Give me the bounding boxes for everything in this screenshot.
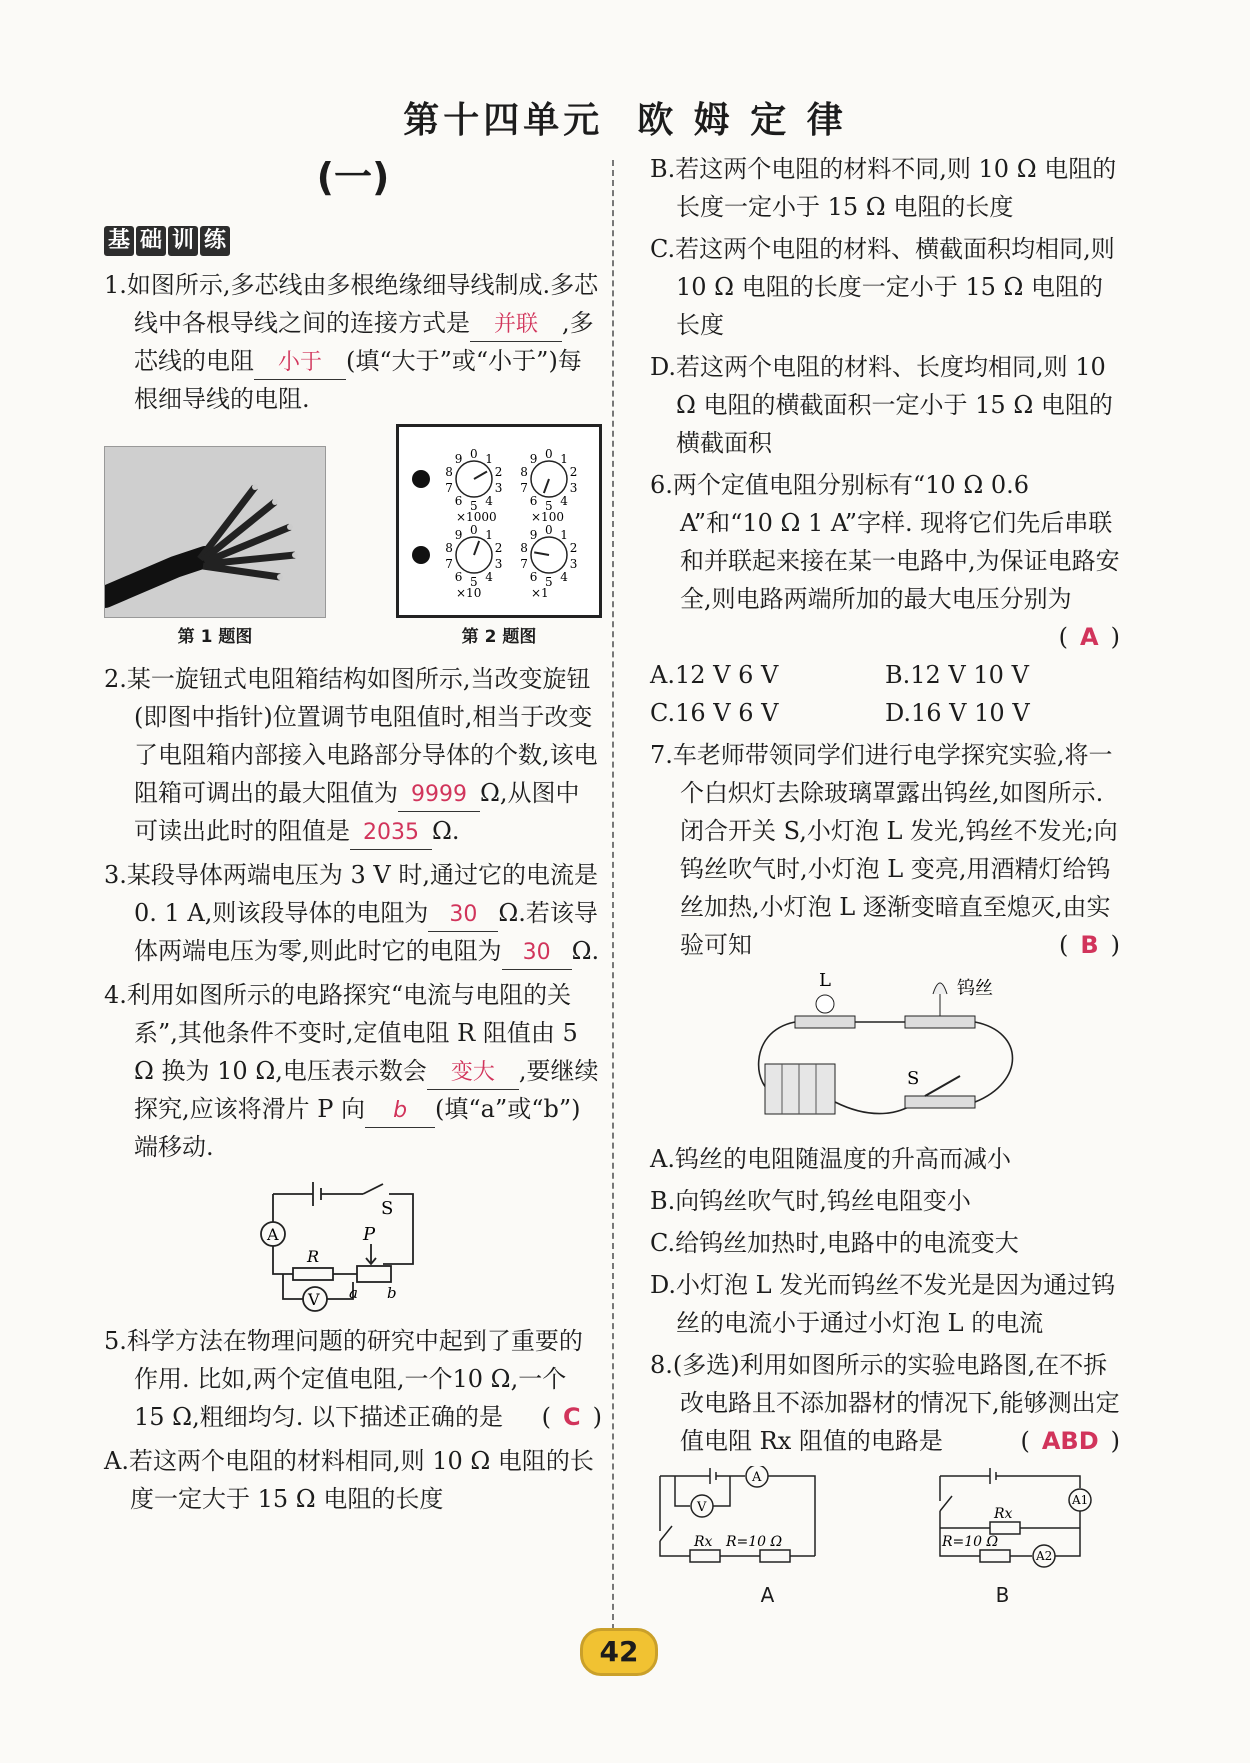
dial-digit: 5 — [545, 575, 553, 589]
dial — [520, 447, 577, 524]
dial-digit: 3 — [494, 557, 503, 572]
dial-digit: 9 — [529, 527, 538, 542]
r-label: R=10 Ω — [942, 1534, 999, 1550]
q1-text: ,多芯线的电阻 — [134, 309, 594, 375]
ammeter-label: A — [752, 1470, 762, 1485]
dial-digit: 9 — [454, 451, 463, 466]
dial-digit: 1 — [560, 527, 568, 542]
q4-text: ,要继续探究,应该将滑片 P 向 — [134, 1057, 599, 1123]
q5-option-a: A.若这两个电阻的材料相同,则 10 Ω 电阻的长度一定大于 15 Ω 电阻的长度 — [104, 1447, 594, 1513]
q5-option-b: B.若这两个电阻的材料不同,则 10 Ω 电阻的长度一定小于 15 Ω 电阻的长度 — [650, 155, 1117, 221]
dial-digit: 2 — [494, 464, 503, 479]
q2-text: Ω. — [432, 817, 460, 845]
caption-b: B — [995, 1583, 1010, 1607]
figure-1-caption: 第 1 题图 — [177, 627, 253, 647]
dial-pointer — [544, 479, 549, 493]
dial-digit: 8 — [520, 540, 528, 555]
dial — [445, 447, 502, 524]
voltmeter-label: V — [697, 1500, 707, 1515]
dial-digit: 7 — [445, 481, 453, 496]
dial-digit: 1 — [485, 527, 493, 542]
dial-digit: 7 — [520, 481, 528, 496]
q7-option-c: C.给钨丝加热时,电路中的电流变大 — [650, 1229, 1019, 1257]
end-a-label: a — [349, 1284, 358, 1302]
q8-circuits — [650, 1466, 1120, 1576]
dial-digit: 5 — [470, 575, 478, 589]
q6-option-d: D.16 V 10 V — [885, 699, 1030, 727]
figure-2 — [396, 424, 602, 656]
dial-multiplier: ×1 — [531, 586, 549, 600]
dial-digit: 6 — [529, 494, 538, 509]
dial-digit: 7 — [520, 557, 528, 572]
badge-char: 练 — [200, 226, 230, 256]
q1-answer-2[interactable]: 小于 — [254, 347, 346, 380]
q2-answer-2[interactable]: 2035 — [350, 817, 432, 850]
dial-digit: 2 — [569, 464, 578, 479]
terminal-knob — [412, 546, 430, 564]
section-heading: (一) — [316, 155, 390, 199]
q6-option-b: B.12 V 10 V — [885, 661, 1029, 689]
q7-option-a: A.钨丝的电阻随温度的升高而减小 — [650, 1145, 1011, 1173]
q4-answer-2[interactable]: b — [365, 1095, 435, 1128]
q3-text: Ω.若该导体两端电压为零,则此时它的电阻为 — [134, 899, 598, 965]
unit-number: 第十四单元 — [403, 100, 604, 141]
dial-pointer — [474, 472, 487, 480]
caption-a: A — [760, 1583, 775, 1607]
terminal-knob — [412, 470, 430, 488]
ammeter-1-label: A1 — [1072, 1493, 1089, 1507]
q3-text: 3.某段导体两端电压为 3 V 时,通过它的电流是 0. 1 A,则该段导体的电阻为 — [104, 861, 599, 927]
q3-answer-2[interactable]: 30 — [502, 937, 572, 970]
ammeter-label: A — [267, 1225, 279, 1244]
q5-answer[interactable]: C — [563, 1403, 581, 1431]
dial-digit: 9 — [454, 527, 463, 542]
dial-digit: 4 — [560, 570, 568, 585]
resistance-box-diagram — [396, 424, 602, 618]
ammeter-2-label: A2 — [1036, 1549, 1053, 1563]
q2-answer-1[interactable]: 9999 — [398, 779, 480, 812]
dial-digit: 4 — [485, 570, 493, 585]
multicore-wire-photo — [104, 446, 326, 618]
dial-digit: 2 — [494, 540, 503, 555]
basic-training-badge — [104, 220, 232, 258]
dial-digit: 1 — [485, 451, 493, 466]
dial-digit: 4 — [560, 494, 568, 509]
question-5 — [104, 1322, 602, 1436]
figure-1 — [104, 446, 326, 656]
rx-label: Rx — [994, 1506, 1013, 1522]
figure-2-caption: 第 2 题图 — [461, 627, 537, 647]
dial-digit: 5 — [545, 499, 553, 513]
badge-char: 础 — [136, 226, 166, 256]
q4-text: 4.利用如图所示的电路探究“电流与电阻的关系”,其他条件不变时,定值电阻 R 阻值由 5 Ω 换为 10 Ω,电压表示数会 — [104, 981, 578, 1085]
q6-options-row-2 — [650, 694, 1120, 732]
q8-circuit-b — [920, 1466, 1120, 1576]
page-number: 42 — [580, 1628, 658, 1676]
q7-experiment-diagram — [650, 972, 1120, 1132]
q8-text: 8.(多选)利用如图所示的实验电路图,在不拆改电路且不添加器材的情况下,能够测出定值电阻 Rx 阻值的电路是 — [650, 1351, 1120, 1455]
dial-multiplier: ×100 — [531, 510, 564, 524]
q7-text: 7.车老师带领同学们进行电学探究实验,将一个白炽灯去除玻璃罩露出钨丝,如图所示. 闭合开关 S,小灯泡 L 发光,钨丝不发光;向钨丝吹气时,小灯泡 L 变亮,用酒精灯给钨丝加热,小灯泡 L 逐渐变暗直至熄灭,由实验可知 — [650, 741, 1118, 959]
q1-text: (填“大于”或“小于”)每根细导线的电阻. — [134, 347, 582, 413]
r-label: R=10 Ω — [726, 1534, 783, 1550]
q8-circuit-a — [650, 1466, 850, 1576]
column-divider — [612, 160, 614, 1640]
badge-char: 训 — [168, 226, 198, 256]
dial-digit: 8 — [445, 540, 453, 555]
tungsten-label: 钨丝 — [957, 978, 993, 999]
end-b-label: b — [387, 1284, 397, 1302]
dial-digit: 6 — [529, 570, 538, 585]
dial-pointer — [534, 552, 549, 555]
q2-text: 2.某一旋钮式电阻箱结构如图所示,当改变旋钮(即图中指针)位置调节电阻值时,相当于改变了电阻箱内部接入电路部分导体的个数,该电阻箱可调出的最大阻值为 — [104, 665, 598, 807]
dial-digit: 5 — [470, 499, 478, 513]
q1-answer-1[interactable]: 并联 — [470, 309, 562, 342]
q1-text: 1.如图所示,多芯线由多根绝缘细导线制成.多芯线中各根导线之间的连接方式是 — [104, 271, 599, 337]
dial-multiplier: ×10 — [456, 586, 482, 600]
question-6 — [650, 466, 1120, 651]
dial-digit: 0 — [470, 523, 478, 537]
q6-options-row-1 — [650, 656, 1120, 694]
dial-digit: 0 — [470, 447, 478, 461]
right-column — [650, 150, 1120, 1614]
switch-label: S — [381, 1198, 394, 1219]
q7-option-d: D.小灯泡 L 发光而钨丝不发光是因为通过钨丝的电流小于通过小灯泡 L 的电流 — [650, 1271, 1116, 1337]
switch-label: S — [907, 1068, 920, 1089]
q4-circuit-diagram — [104, 1174, 602, 1314]
dial-digit: 0 — [545, 447, 553, 461]
dial — [445, 523, 502, 600]
dial-digit: 3 — [494, 481, 503, 496]
bulb-label: L — [819, 972, 831, 991]
q6-option-a: A.12 V 6 V — [650, 661, 779, 689]
q2-text: Ω,从图中可读出此时的阻值是 — [134, 779, 580, 845]
dial-digit: 0 — [545, 523, 553, 537]
voltmeter-label: V — [308, 1290, 320, 1309]
question-3 — [104, 856, 602, 970]
resistor-label: R — [307, 1247, 320, 1266]
q8-answer[interactable]: ABD — [1041, 1427, 1099, 1455]
question-8 — [650, 1346, 1120, 1460]
dial-digit: 2 — [569, 540, 578, 555]
dial-digit: 8 — [520, 464, 528, 479]
q7-answer-paren: ( B ) — [1059, 926, 1120, 964]
q5-answer-paren: ( C ) — [542, 1398, 602, 1436]
dial-digit: 3 — [569, 557, 578, 572]
dial-digit: 6 — [454, 570, 463, 585]
unit-title — [0, 92, 1250, 143]
q6-option-c: C.16 V 6 V — [650, 699, 779, 727]
q8-answer-paren: ( ABD ) — [1020, 1422, 1120, 1460]
dial-digit: 8 — [445, 464, 453, 479]
question-1 — [104, 266, 602, 418]
rx-label: Rx — [694, 1534, 713, 1550]
question-7 — [650, 736, 1120, 964]
dial-digit: 1 — [560, 451, 568, 466]
question-4 — [104, 976, 602, 1166]
dial-digit: 3 — [569, 481, 578, 496]
figures-row — [104, 424, 602, 656]
dial-digit: 4 — [485, 494, 493, 509]
q6-answer-paren: ( A ) — [1059, 618, 1120, 656]
left-column — [104, 150, 602, 1522]
dial — [520, 523, 577, 600]
badge-char: 基 — [104, 226, 134, 256]
q4-text: (填“a”或“b”)端移动. — [134, 1095, 581, 1161]
unit-name: 欧 姆 定 律 — [637, 100, 847, 141]
dial-digit: 6 — [454, 494, 463, 509]
q5-option-c: C.若这两个电阻的材料、横截面积均相同,则 10 Ω 电阻的长度一定小于 15 Ω 电阻的长度 — [650, 235, 1115, 339]
q7-option-b: B.向钨丝吹气时,钨丝电阻变小 — [650, 1187, 971, 1215]
q7-answer[interactable]: B — [1080, 931, 1099, 959]
dial-digit: 9 — [529, 451, 538, 466]
q5-option-d: D.若这两个电阻的材料、长度均相同,则 10 Ω 电阻的横截面积一定小于 15 Ω 电阻的横截面积 — [650, 353, 1113, 457]
q4-answer-1[interactable]: 变大 — [427, 1057, 519, 1090]
dial-multiplier: ×1000 — [456, 510, 497, 524]
q5-text: 5.科学方法在物理问题的研究中起到了重要的作用. 比如,两个定值电阻,一个10 Ω,一个 15 Ω,粗细均匀. 以下描述正确的是 — [104, 1327, 583, 1431]
q3-text: Ω. — [571, 937, 600, 965]
question-2 — [104, 660, 602, 850]
dial-digit: 7 — [445, 557, 453, 572]
q8-captions — [650, 1576, 1120, 1614]
dial-pointer — [474, 541, 479, 555]
slider-label: P — [363, 1224, 376, 1245]
q3-answer-1[interactable]: 30 — [428, 899, 498, 932]
q6-answer[interactable]: A — [1080, 623, 1099, 651]
q6-text: 6.两个定值电阻分别标有“10 Ω 0.6 A”和“10 Ω 1 A”字样. 现将它们先后串联和并联起来接在某一电路中,为保证电路安全,则电路两端所加的最大电压分别为 — [650, 471, 1120, 613]
